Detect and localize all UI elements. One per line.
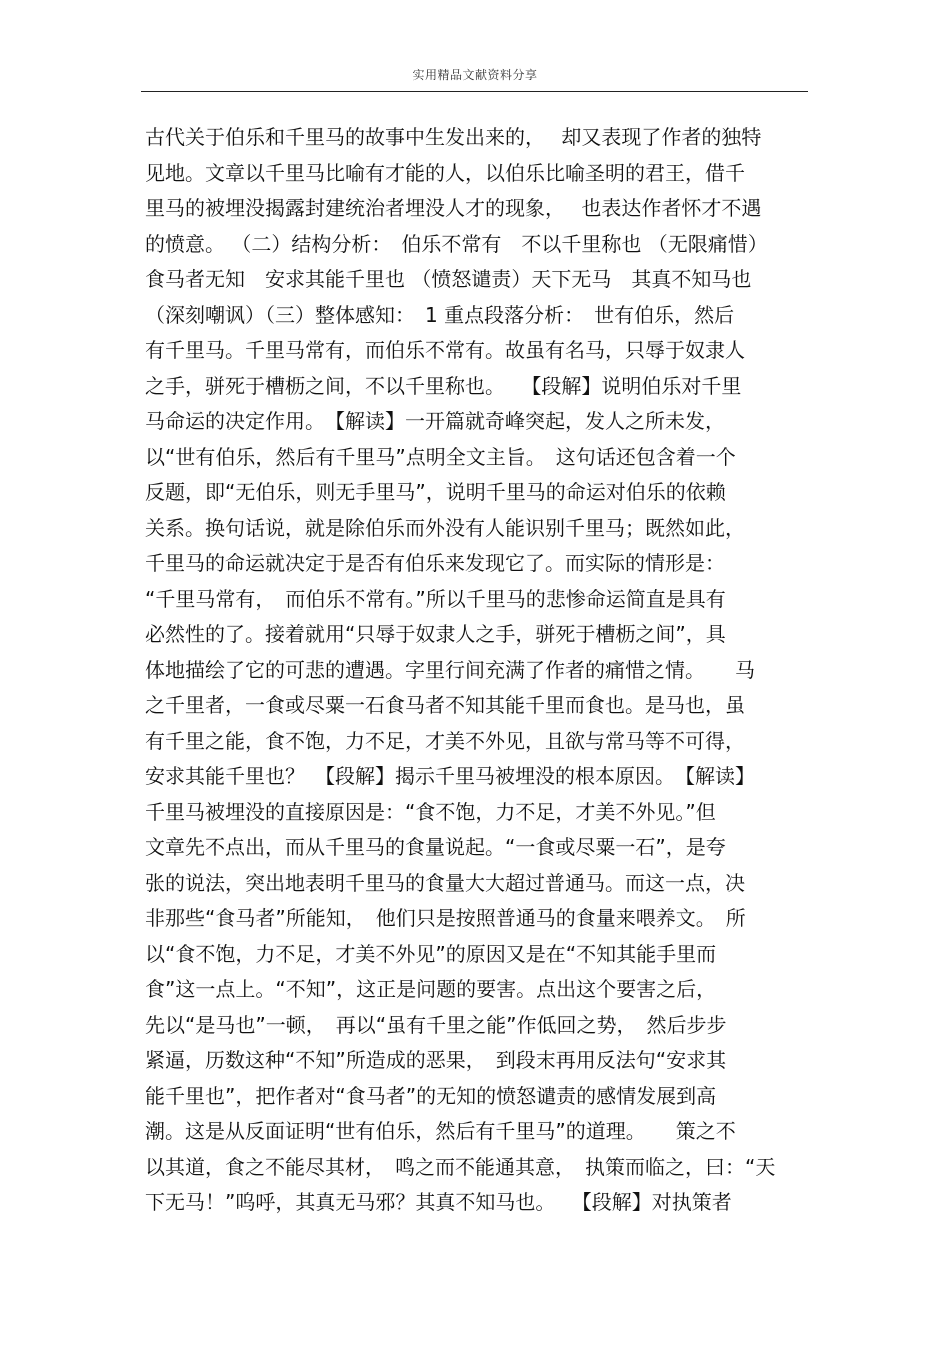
header-divider (141, 91, 808, 92)
text-line: 之手，骈死于槽枥之间，不以千里称也。 【段解】说明伯乐对千里 (145, 373, 742, 398)
text-line: 紧逼，历数这种“不知”所造成的恶果， 到段末再用反法句“安求其 (145, 1048, 727, 1072)
text-line: （深刻嘲讽）（三）整体感知： 1 重点段落分析： 世有伯乐，然后 (145, 302, 735, 327)
text-line: 先以“是马也”一顿， 再以“虽有千里之能”作低回之势， 然后步步 (145, 1012, 727, 1037)
text-line: 非那些“食马者”所能知， 他们只是按照普通马的食量来喂养文。 所 (145, 906, 746, 930)
text-line: 有千里之能，食不饱，力不足，才美不外见，且欲与常马等不可得， (145, 728, 745, 753)
text-line: 以其道，食之不能尽其材， 鸣之而不能通其意， 执策而临之，曰：“天 (145, 1154, 776, 1179)
text-line: 安求其能千里也？ 【段解】揭示千里马被埋没的根本原因。 【解读】 (145, 764, 755, 788)
text-line: 有千里马。千里马常有，而伯乐不常有。故虽有名马，只辱于奴隶人 (145, 338, 745, 362)
text-line: 体地描绘了它的可悲的遭遇。字里行间充满了作者的痛惜之情。 马 (145, 657, 755, 682)
text-line: 千里马的命运就决定于是否有伯乐来发现它了。而实际的情形是： (145, 551, 725, 575)
text-line: 反题，即“无伯乐，则无手里马”，说明千里马的命运对伯乐的依赖 (145, 480, 726, 504)
text-line: 能千里也”，把作者对“食马者”的无知的愤怒谴责的感情发展到高 (145, 1083, 717, 1108)
text-line: 古代关于伯乐和千里马的故事中生发出来的， 却又表现了作者的独特 (145, 125, 762, 149)
text-line: 食马者无知 安求其能千里也 （愤怒谴责）天下无马 其真不知马也 (145, 267, 752, 291)
text-line: 文章先不点出，而从千里马的食量说起。“一食或尽粟一石”，是夸 (145, 835, 726, 859)
text-line: 千里马被埋没的直接原因是：“食不饱，力不足，才美不外见。”但 (145, 799, 716, 824)
text-line: 关系。换句话说，就是除伯乐而外没有人能识别千里马；既然如此， (145, 515, 745, 540)
text-line: 的愤意。 （二）结构分析： 伯乐不常有 不以千里称也 （无限痛惜） (145, 231, 768, 256)
text-line: “千里马常有， 而伯乐不常有。”所以千里马的悲惨命运简直是具有 (145, 586, 726, 611)
text-line: 必然性的了。接着就用“只辱于奴隶人之手，骈死于槽枥之间”，具 (145, 622, 726, 646)
text-line: 里马的被埋没揭露封建统治者埋没人才的现象， 也表达作者怀才不遇 (145, 196, 762, 220)
page-header: 实用精品文献资料分享 (412, 68, 538, 82)
text-line: 以“食不饱，力不足，才美不外见”的原因又是在“不知其能手里而 (145, 941, 717, 966)
text-line: 以“世有伯乐，然后有千里马”点明全文主旨。 这句话还包含着一个 (145, 444, 736, 469)
text-line: 马命运的决定作用。 【解读】一开篇就奇峰突起，发人之所未发， (145, 409, 725, 433)
text-line: 之千里者，一食或尽粟一石食马者不知其能千里而食也。是马也，虽 (145, 693, 745, 717)
text-line: 潮。这是从反面证明“世有伯乐，然后有千里马”的道理。 策之不 (145, 1119, 736, 1143)
document-body (145, 120, 810, 1221)
text-line: 食”这一点上。“不知”，这正是问题的要害。点出这个要害之后， (145, 977, 717, 1001)
text-line: 下无马！”呜呼，其真无马邪？其真不知马也。 【段解】对执策者 (145, 1190, 732, 1214)
text-line: 张的说法，突出地表明千里马的食量大大超过普通马。而这一点，决 (145, 870, 745, 895)
text-line: 见地。文章以千里马比喻有才能的人，以伯乐比喻圣明的君王，借千 (145, 160, 745, 185)
